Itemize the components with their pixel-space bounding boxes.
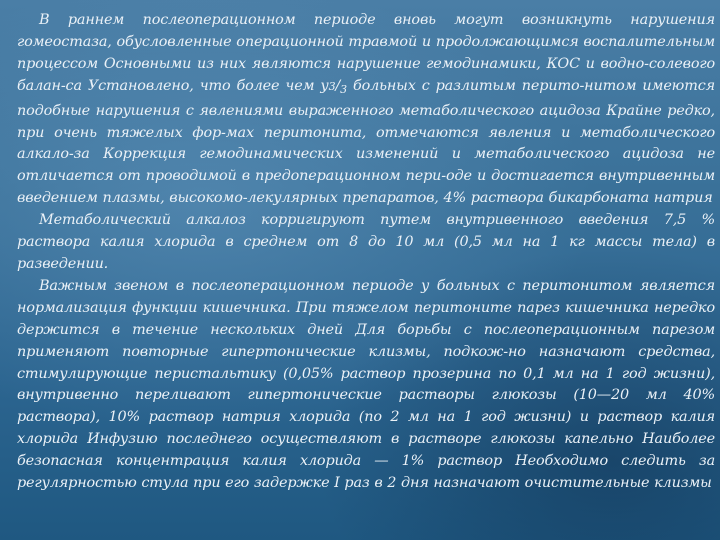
paragraph-1-lead: В раннем послеоперационном периоде вновь могут возникнуть нарушения гомеостаза, обусловленные операционной травмой и продолжающимся воспалительным процессом Основными из них являются нарушение гемодинамики, КОС и водно-солевого балан-са Установлено, что более чем у — [17, 12, 715, 94]
paragraph-metabolic-alkalosis: Метаболический алкалоз корригируют путем внутривенного введения 7,5 % раствора калия хлорида в среднем от 8 до 10 мл (0,5 мл на 1 кг массы тела) в разведении. — [17, 212, 715, 272]
fraction-denominator: 3 — [340, 82, 347, 96]
fraction-slash: / — [335, 77, 341, 94]
fraction-numerator: 3 — [328, 79, 336, 93]
paragraph-intestinal-function: Важным звеном в послеоперационном периоде у больных с перитонитом является нормализация функции кишечника. При тяжелом перитоните парез кишечника нередко держится в течение нескольких дней Для борьбы с послеоперационным парезом применяют повторные гипертонические клизмы, подкож-но назначают средства, стимулирующие перистальтику (0,05% раствор прозерина по 0,1 мл на 1 год жизни), внутривенно переливают гипертонические растворы глюкозы (10—20 мл 40% раствора), 10% раствор натрия хлорида (по 2 мл на 1 год жизни) и раствор калия хлорида Инфузию последнего осуществляют в растворе глюкозы капельно Наиболее безопасная концентрация калия хлорида — 1% раствор Необходимо следить за регулярностью стула при его задержке I раз в 2 дня назначают очистительные клизмы — [17, 277, 715, 492]
paragraph-1-tail: больных с разлитым перито-нитом имеются подобные нарушения с явлениями выраженного метаболического ацидоза Крайне редко, при очень тяжелых фор-мах перитонита, отмечаются явления и метаболического алкало-за Коррекция гемодинамических изменений и метаболического ацидоза не отличается от проводимой в предоперационном пери-оде и достигается внутривенным введением плазмы, высокомо-лекулярных препаратов, 4% раствора бикарбоната натрия — [17, 77, 715, 207]
document-text — [17, 10, 715, 495]
paragraph-postoperative-homeostasis — [17, 10, 715, 210]
